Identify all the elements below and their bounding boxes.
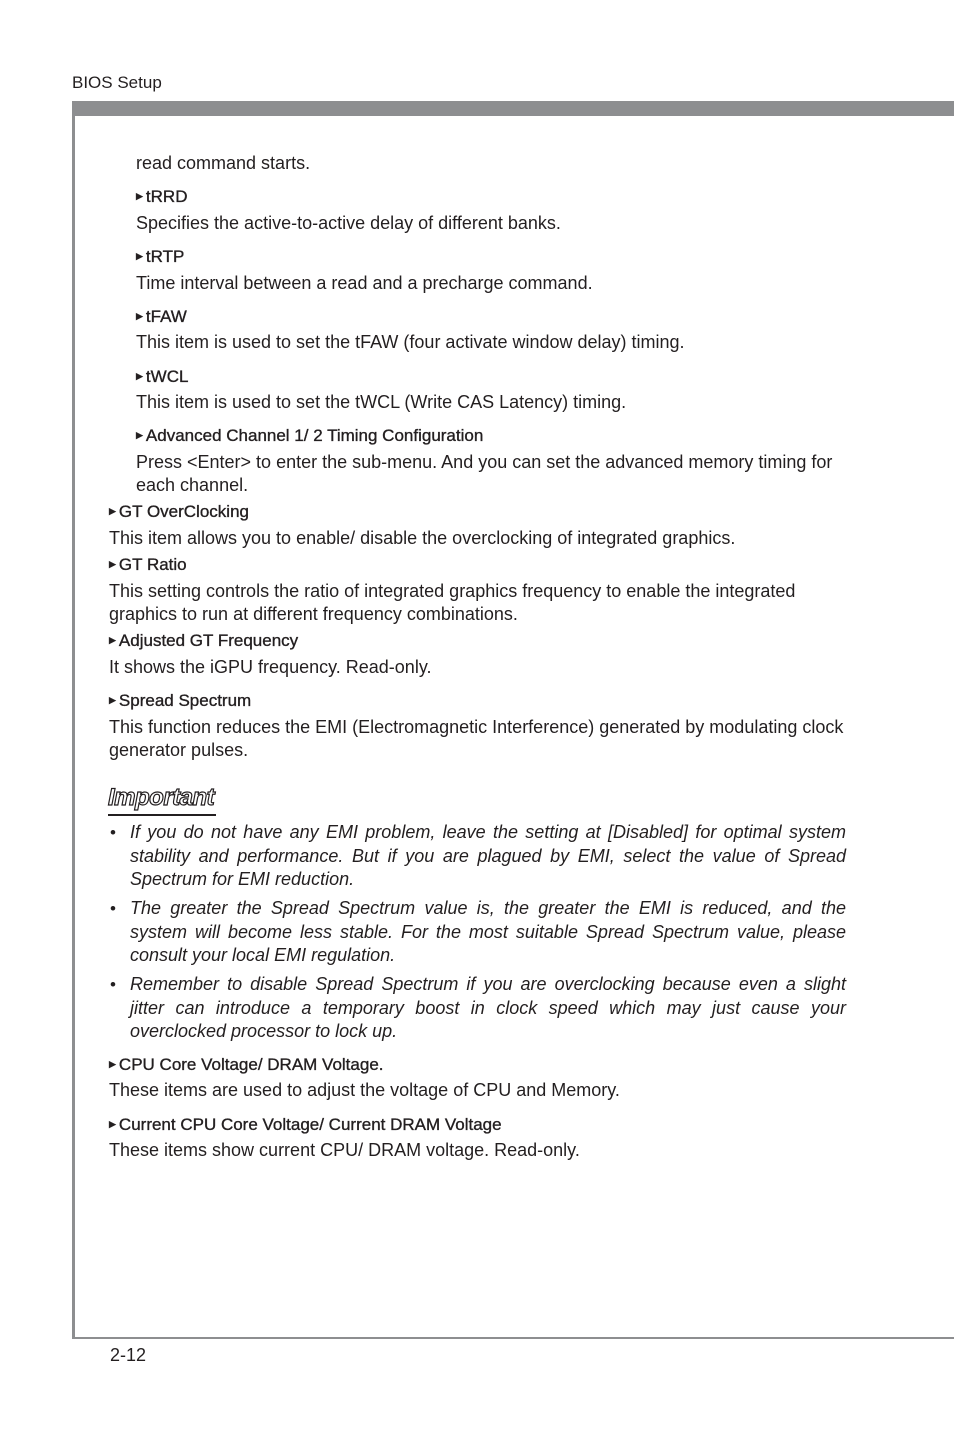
item-heading-label: Adjusted GT Frequency (118, 631, 299, 650)
bullet-icon: • (110, 823, 116, 842)
page-number: 2-12 (110, 1345, 147, 1365)
triangle-right-icon: ▶ (136, 251, 143, 261)
item-heading-spread-spectrum (109, 689, 251, 712)
triangle-right-icon: ▶ (136, 371, 143, 381)
triangle-right-icon: ▶ (136, 311, 143, 321)
item-heading-label: tWCL (145, 367, 189, 386)
item-heading-label: Advanced Channel 1/ 2 Timing Configuration (145, 426, 484, 445)
important-title: Important (108, 784, 215, 811)
triangle-right-icon: ▶ (109, 1119, 116, 1129)
triangle-right-icon: ▶ (109, 635, 116, 645)
footer-rule (72, 1337, 954, 1339)
item-heading-label: GT Ratio (118, 555, 187, 574)
section-title: BIOS Setup (72, 73, 162, 92)
item-heading-gt-overclocking (109, 500, 249, 523)
left-margin-rule (72, 101, 75, 1339)
bullet-icon: • (110, 975, 116, 994)
triangle-right-icon: ▶ (109, 695, 116, 705)
item-heading-cpu-core-voltage (109, 1053, 384, 1076)
item-description-gt-ratio: This setting controls the ratio of integrated graphics frequency to enable the integrated graphics to run at different frequency combinations. (109, 581, 796, 624)
item-heading-current-cpu-core-voltage (109, 1113, 502, 1136)
bullet-icon: • (110, 899, 116, 918)
important-note: The greater the Spread Spectrum value is, the greater the EMI is reduced, and the system will become less stable. For the most suitable Spread Spectrum value, please consult your local EMI regulation. (130, 898, 846, 965)
item-heading-label: Spread Spectrum (118, 691, 252, 710)
triangle-right-icon: ▶ (109, 1059, 116, 1069)
item-description-current-cpu-core-voltage: These items show current CPU/ DRAM voltage. Read-only. (109, 1140, 580, 1160)
item-heading-trrd (136, 185, 187, 208)
item-heading-label: GT OverClocking (118, 502, 249, 521)
triangle-right-icon: ▶ (136, 191, 143, 201)
item-heading-label: tRTP (145, 247, 185, 266)
item-description-gt-overclocking: This item allows you to enable/ disable the overclocking of integrated graphics. (109, 528, 736, 548)
item-heading-trtp (136, 245, 184, 268)
important-note: Remember to disable Spread Spectrum if you are overclocking because even a slight jitter can introduce a temporary boost in clock speed which may just cause your overclocked processor to lock up. (130, 974, 846, 1041)
item-heading-label: tRRD (145, 187, 188, 206)
item-description-spread-spectrum: This function reduces the EMI (Electromagnetic Interference) generated by modulating clock generator pulses. (109, 717, 844, 760)
header-bar (72, 101, 954, 116)
item-description-trtp: Time interval between a read and a precharge command. (136, 273, 593, 293)
item-description-tfaw: This item is used to set the tFAW (four activate window delay) timing. (136, 332, 685, 352)
important-underline (108, 814, 216, 816)
item-description-advanced-channel: Press <Enter> to enter the sub-menu. And you can set the advanced memory timing for each channel. (136, 452, 833, 495)
item-heading-label: CPU Core Voltage/ DRAM Voltage. (118, 1055, 384, 1074)
triangle-right-icon: ▶ (136, 430, 143, 440)
item-description-cpu-core-voltage: These items are used to adjust the voltage of CPU and Memory. (109, 1080, 620, 1100)
important-note: If you do not have any EMI problem, leave the setting at [Disabled] for optimal system stability and performance. But if you are plagued by EMI, select the value of Spread Spectrum for EMI reduction. (130, 822, 846, 889)
triangle-right-icon: ▶ (109, 506, 116, 516)
item-heading-advanced-channel (136, 424, 483, 447)
item-description-twcl: This item is used to set the tWCL (Write CAS Latency) timing. (136, 392, 627, 412)
item-heading-label: Current CPU Core Voltage/ Current DRAM Voltage (118, 1115, 502, 1134)
continuation-text: read command starts. (136, 153, 311, 173)
item-heading-twcl (136, 365, 188, 388)
item-heading-label: tFAW (145, 307, 187, 326)
item-heading-adjusted-gt-frequency (109, 629, 298, 652)
item-description-adjusted-gt-frequency: It shows the iGPU frequency. Read-only. (109, 657, 432, 677)
triangle-right-icon: ▶ (109, 559, 116, 569)
item-heading-tfaw (136, 305, 187, 328)
item-description-trrd: Specifies the active-to-active delay of different banks. (136, 213, 561, 233)
item-heading-gt-ratio (109, 553, 187, 576)
